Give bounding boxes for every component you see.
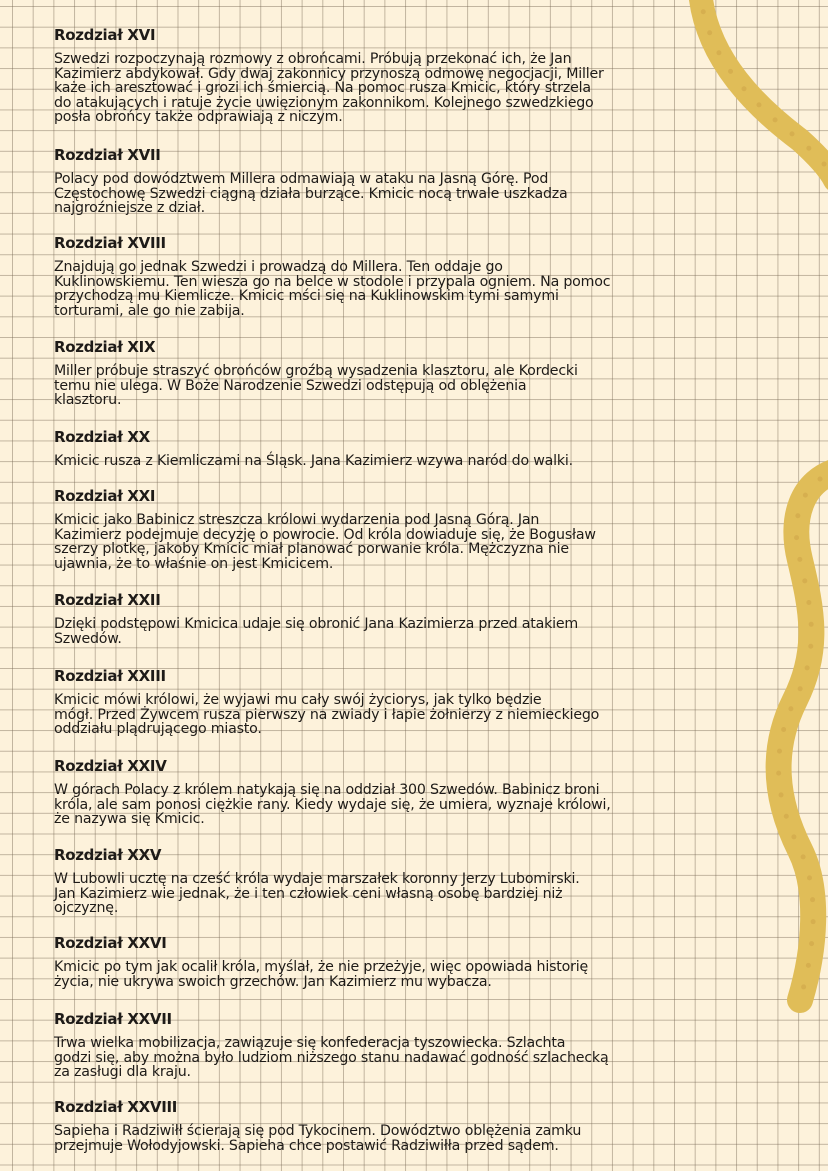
- chapter-text: Sapieha i Radziwiłł ścierają się pod Tykocinem. Dowództwo oblężenia zamku przejmuje Wołodyjowski. Sapieha chce postawić Radziwiłła przed sądem.: [54, 1123, 582, 1154]
- chapter-text: Trwa wielka mobilizacja, zawiązuje się konfederacja tyszowiecka. Szlachta godzi się, aby można było ludziom niższego stanu nadawać godność szlachecką za zasługi dla kraju.: [54, 1035, 609, 1080]
- chapter-section: [54, 487, 754, 571]
- side-squiggle: [779, 470, 828, 1000]
- chapter-text: W Lubowli ucztę na cześć króla wydaje marszałek koronny Jerzy Lubomirski. Jan Kazimierz wie jednak, że i ten człowiek ceni własną osobę bardziej niż ojczyznę.: [54, 871, 580, 916]
- chapter-heading: Rozdział XVI: [54, 26, 156, 44]
- chapter-heading: Rozdział XXII: [54, 591, 161, 609]
- chapter-section: [54, 934, 754, 989]
- chapter-heading: Rozdział XXV: [54, 846, 162, 864]
- chapter-section: [54, 757, 754, 827]
- chapter-section: [54, 338, 754, 408]
- chapter-text: Kmicic mówi królowi, że wyjawi mu cały swój życiorys, jak tylko będzie mógł. Przed Żywcem rusza pierwszy na zwiady i łapie żołnierzy z niemieckiego oddziału plądrującego miasto.: [54, 692, 600, 737]
- chapter-text: Znajdują go jednak Szwedzi i prowadzą do Millera. Ten oddaje go Kuklinowskiemu. Ten wiesza go na belce w stodole i przypala ogniem. Na pomoc przychodzą mu Kiemlicze. Kmicic mści się na Kuklinowskim tymi samymi torturami, ale go nie zabija.: [54, 259, 611, 319]
- chapter-section: [54, 26, 754, 125]
- chapter-heading: Rozdział XXVIII: [54, 1098, 178, 1116]
- chapter-text: Kmicic jako Babinicz streszcza królowi wydarzenia pod Jasną Górą. Jan Kazimierz podejmuje decyzję o powrocie. Od króla dowiaduje się, że Bogusław szerzy plotkę, jakoby Kmicic miał planować porwanie króla. Mężczyzna nie ujawnia, że to właśnie on jest Kmicicem.: [54, 512, 596, 572]
- chapter-text: W górach Polacy z królem natykają się na oddział 300 Szwedów. Babinicz broni króla, ale sam ponosi ciężkie rany. Kiedy wydaje się, że umiera, wyznaje królowi, że nazywa się Kmicic.: [54, 782, 611, 827]
- chapter-text: Kmicic po tym jak ocalił króla, myślał, że nie przeżyje, więc opowiada historię życia, nie ukrywa swoich grzechów. Jan Kazimierz mu wybacza.: [54, 959, 589, 990]
- chapter-text: Kmicic rusza z Kiemliczami na Śląsk. Jana Kazimierz wzywa naród do walki.: [54, 453, 573, 469]
- chapter-section: [54, 1010, 754, 1080]
- chapter-text: Polacy pod dowództwem Millera odmawiają w ataku na Jasną Górę. Pod Częstochowę Szwedzi ciągną działa burzące. Kmicic nocą trwale uszkadza najgroźniejsze z dział.: [54, 171, 568, 216]
- chapter-text: Miller próbuje straszyć obrońców groźbą wysadzenia klasztoru, ale Kordecki temu nie ulega. W Boże Narodzenie Szwedzi odstępują od oblężenia klasztoru.: [54, 363, 578, 408]
- chapter-heading: Rozdział XXVI: [54, 934, 167, 952]
- chapter-heading: Rozdział XIX: [54, 338, 156, 356]
- chapter-heading: Rozdział XVII: [54, 146, 161, 164]
- chapter-heading: Rozdział XXIII: [54, 667, 166, 685]
- chapter-text: Szwedzi rozpoczynają rozmowy z obrońcami. Próbują przekonać ich, że Jan Kazimierz abdykował. Gdy dwaj zakonnicy przynoszą odmowę negocjacji, Miller każe ich aresztować i grozi ich śmiercią. Na pomoc rusza Kmicic, który strzela do atakujących i ratuje życie uwięzionym zakonnikom. Kolejnego szwedzkiego posła obrońcy także odprawiają z niczym.: [54, 51, 604, 125]
- chapter-section: [54, 234, 754, 318]
- chapter-heading: Rozdział XVIII: [54, 234, 166, 252]
- chapter-heading: Rozdział XXI: [54, 487, 156, 505]
- chapter-section: [54, 591, 754, 646]
- chapter-heading: Rozdział XXVII: [54, 1010, 172, 1028]
- chapter-section: [54, 846, 754, 916]
- chapter-section: [54, 146, 754, 216]
- chapter-heading: Rozdział XXIV: [54, 757, 167, 775]
- chapter-text: Dzięki podstępowi Kmicica udaje się obronić Jana Kazimierza przed atakiem Szwedów.: [54, 616, 578, 647]
- chapter-section: [54, 667, 754, 737]
- chapter-heading: Rozdział XX: [54, 428, 150, 446]
- chapter-section: [54, 428, 754, 469]
- chapter-section: [54, 1098, 754, 1153]
